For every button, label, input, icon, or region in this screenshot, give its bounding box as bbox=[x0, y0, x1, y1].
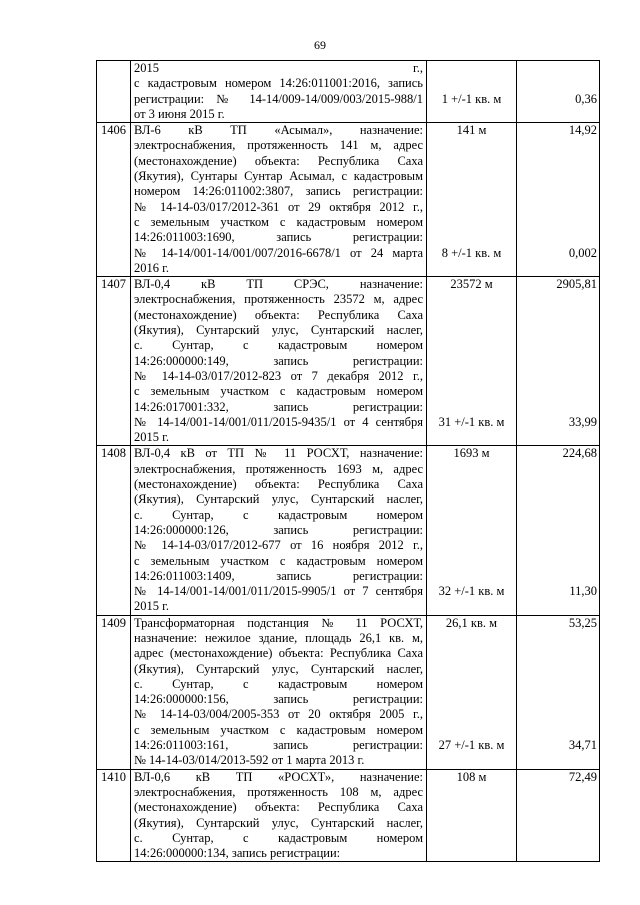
value-primary: 224,68 bbox=[562, 446, 597, 461]
area-cell bbox=[427, 123, 517, 277]
description-line: Трансформаторная подстанция № 11 РОСХТ, bbox=[134, 615, 423, 630]
description-line: 2016 г. bbox=[134, 260, 169, 275]
description-line: 14:26:011003:1409, запись регистрации: bbox=[134, 568, 423, 583]
value-secondary: 0,002 bbox=[568, 245, 597, 260]
description-line: № 14-14-03/017/2012-677 от 16 ноября 2012 г., bbox=[134, 538, 423, 553]
description-line: электроснабжения, протяженность 108 м, адрес bbox=[134, 784, 423, 799]
description-line: электроснабжения, протяженность 23572 м, адрес bbox=[134, 292, 423, 307]
description-line: с. Сунтар, с кадастровым номером bbox=[134, 338, 423, 353]
table-row bbox=[97, 769, 600, 862]
description-line: с земельным участком с кадастровым номером bbox=[134, 553, 423, 568]
area-secondary: 32 +/-1 кв. м bbox=[438, 584, 505, 599]
description-line: с. Сунтар, с кадастровым номером bbox=[134, 830, 423, 845]
description-line: № 14-14/001-14/001/007/2016-6678/1 от 24 марта bbox=[134, 245, 423, 260]
table-row bbox=[97, 61, 600, 123]
description-line: от 3 июня 2015 г. bbox=[134, 106, 225, 121]
value-cell bbox=[517, 277, 600, 446]
description-line: 2015 г. bbox=[134, 599, 169, 614]
area-cell bbox=[427, 769, 517, 862]
value-cell bbox=[517, 446, 600, 615]
object-description bbox=[131, 769, 427, 862]
value-primary: 2905,81 bbox=[556, 277, 597, 292]
value-cell bbox=[517, 61, 600, 123]
area-secondary: 31 +/-1 кв. м bbox=[438, 414, 505, 429]
value-cell bbox=[517, 615, 600, 769]
description-line: (Якутия), Сунтарский улус, Сунтарский наслег, bbox=[134, 323, 423, 338]
row-number: 1406 bbox=[97, 123, 131, 277]
value-secondary: 11,30 bbox=[569, 584, 597, 599]
value-cell bbox=[517, 123, 600, 277]
description-line: (местонахождение) объекта: Республика Саха bbox=[134, 477, 423, 492]
description-line: ВЛ-0,4 кВ ТП СРЭС, назначение: bbox=[134, 277, 423, 292]
description-line: ВЛ-0,4 кВ от ТП № 11 РОСХТ, назначение: bbox=[134, 446, 423, 461]
description-line: № 14-14-03/014/2013-592 от 1 марта 2013 г. bbox=[134, 753, 365, 768]
description-line: номером 14:26:011002:3807, запись регистрации: bbox=[134, 184, 423, 199]
description-line: с кадастровым номером 14:26:011001:2016, запись bbox=[134, 76, 423, 91]
property-table bbox=[96, 60, 600, 862]
description-line: назначение: нежилое здание, площадь 26,1 кв. м, bbox=[134, 630, 423, 645]
description-line: (Якутия), Сунтары Сунтар Асымал, с кадастровым bbox=[134, 169, 423, 184]
description-line: регистрации: № 14-14/009-14/009/003/2015-988/1 bbox=[134, 91, 423, 106]
object-description bbox=[131, 123, 427, 277]
description-line: с. Сунтар, с кадастровым номером bbox=[134, 507, 423, 522]
area-primary: 108 м bbox=[456, 769, 487, 784]
description-line: с. Сунтар, с кадастровым номером bbox=[134, 676, 423, 691]
description-line: (Якутия), Сунтарский улус, Сунтарский наслег, bbox=[134, 815, 423, 830]
value-cell bbox=[517, 769, 600, 862]
description-line: (местонахождение) объекта: Республика Саха bbox=[134, 800, 423, 815]
description-line: 14:26:000000:126, запись регистрации: bbox=[134, 522, 423, 537]
description-line: № 14-14-03/017/2012-823 от 7 декабря 2012 г., bbox=[134, 368, 423, 383]
area-primary: 23572 м bbox=[450, 277, 493, 292]
object-description bbox=[131, 277, 427, 446]
row-number bbox=[97, 61, 131, 123]
area-primary: 141 м bbox=[456, 123, 487, 138]
description-line: 2015 г. bbox=[134, 430, 169, 445]
value-secondary: 33,99 bbox=[568, 414, 597, 429]
value-secondary: 34,71 bbox=[568, 738, 597, 753]
description-line: с земельным участком с кадастровым номером bbox=[134, 214, 423, 229]
area-secondary: 1 +/-1 кв. м bbox=[441, 91, 502, 106]
table-row bbox=[97, 446, 600, 615]
description-line: № 14-14-03/004/2005-353 от 20 октября 2005 г., bbox=[134, 707, 423, 722]
description-line: электроснабжения, протяженность 1693 м, адрес bbox=[134, 461, 423, 476]
object-description bbox=[131, 446, 427, 615]
value-primary: 72,49 bbox=[568, 769, 597, 784]
description-line: 14:26:000000:134, запись регистрации: bbox=[134, 846, 341, 861]
description-line: № 14-14/001-14/001/011/2015-9905/1 от 7 сентября bbox=[134, 584, 423, 599]
description-line: с земельным участком с кадастровым номером bbox=[134, 722, 423, 737]
description-line: ВЛ-0,6 кВ ТП «РОСХТ», назначение: bbox=[134, 769, 423, 784]
value-primary: 53,25 bbox=[568, 615, 597, 630]
description-line: (Якутия), Сунтарский улус, Сунтарский наслег, bbox=[134, 492, 423, 507]
area-cell bbox=[427, 277, 517, 446]
table-row bbox=[97, 277, 600, 446]
row-number: 1407 bbox=[97, 277, 131, 446]
area-secondary: 8 +/-1 кв. м bbox=[441, 245, 502, 260]
object-description bbox=[131, 615, 427, 769]
description-line: 14:26:000000:149, запись регистрации: bbox=[134, 353, 423, 368]
area-cell bbox=[427, 61, 517, 123]
object-description bbox=[131, 61, 427, 123]
table-row bbox=[97, 615, 600, 769]
row-number: 1409 bbox=[97, 615, 131, 769]
row-number: 1410 bbox=[97, 769, 131, 862]
area-primary: 26,1 кв. м bbox=[445, 615, 498, 630]
description-line: с земельным участком с кадастровым номером bbox=[134, 384, 423, 399]
area-primary: 1693 м bbox=[453, 446, 490, 461]
value-secondary: 0,36 bbox=[575, 91, 597, 106]
description-line: 14:26:011003:1690, запись регистрации: bbox=[134, 230, 423, 245]
description-line: 14:26:017001:332, запись регистрации: bbox=[134, 399, 423, 414]
description-line: (местонахождение) объекта: Республика Саха bbox=[134, 307, 423, 322]
description-line: 14:26:011003:161, запись регистрации: bbox=[134, 738, 423, 753]
value-primary: 14,92 bbox=[568, 123, 597, 138]
description-line: 14:26:000000:156, запись регистрации: bbox=[134, 692, 423, 707]
page-number: 69 bbox=[314, 38, 326, 52]
table-row bbox=[97, 123, 600, 277]
description-line: (Якутия), Сунтарский улус, Сунтарский наслег, bbox=[134, 661, 423, 676]
description-line: электроснабжения, протяженность 141 м, адрес bbox=[134, 138, 423, 153]
description-line: адрес (местонахождение) объекта: Республика Саха bbox=[134, 646, 423, 661]
area-secondary: 27 +/-1 кв. м bbox=[438, 738, 505, 753]
area-cell bbox=[427, 446, 517, 615]
description-line: (местонахождение) объекта: Республика Саха bbox=[134, 153, 423, 168]
area-cell bbox=[427, 615, 517, 769]
description-line: № 14-14-03/017/2012-361 от 29 октября 2012 г., bbox=[134, 199, 423, 214]
description-line: ВЛ-6 кВ ТП «Асымал», назначение: bbox=[134, 123, 423, 138]
row-number: 1408 bbox=[97, 446, 131, 615]
description-line: 2015 г., bbox=[134, 61, 423, 75]
description-line: № 14-14/001-14/001/011/2015-9435/1 от 4 сентября bbox=[134, 414, 423, 429]
